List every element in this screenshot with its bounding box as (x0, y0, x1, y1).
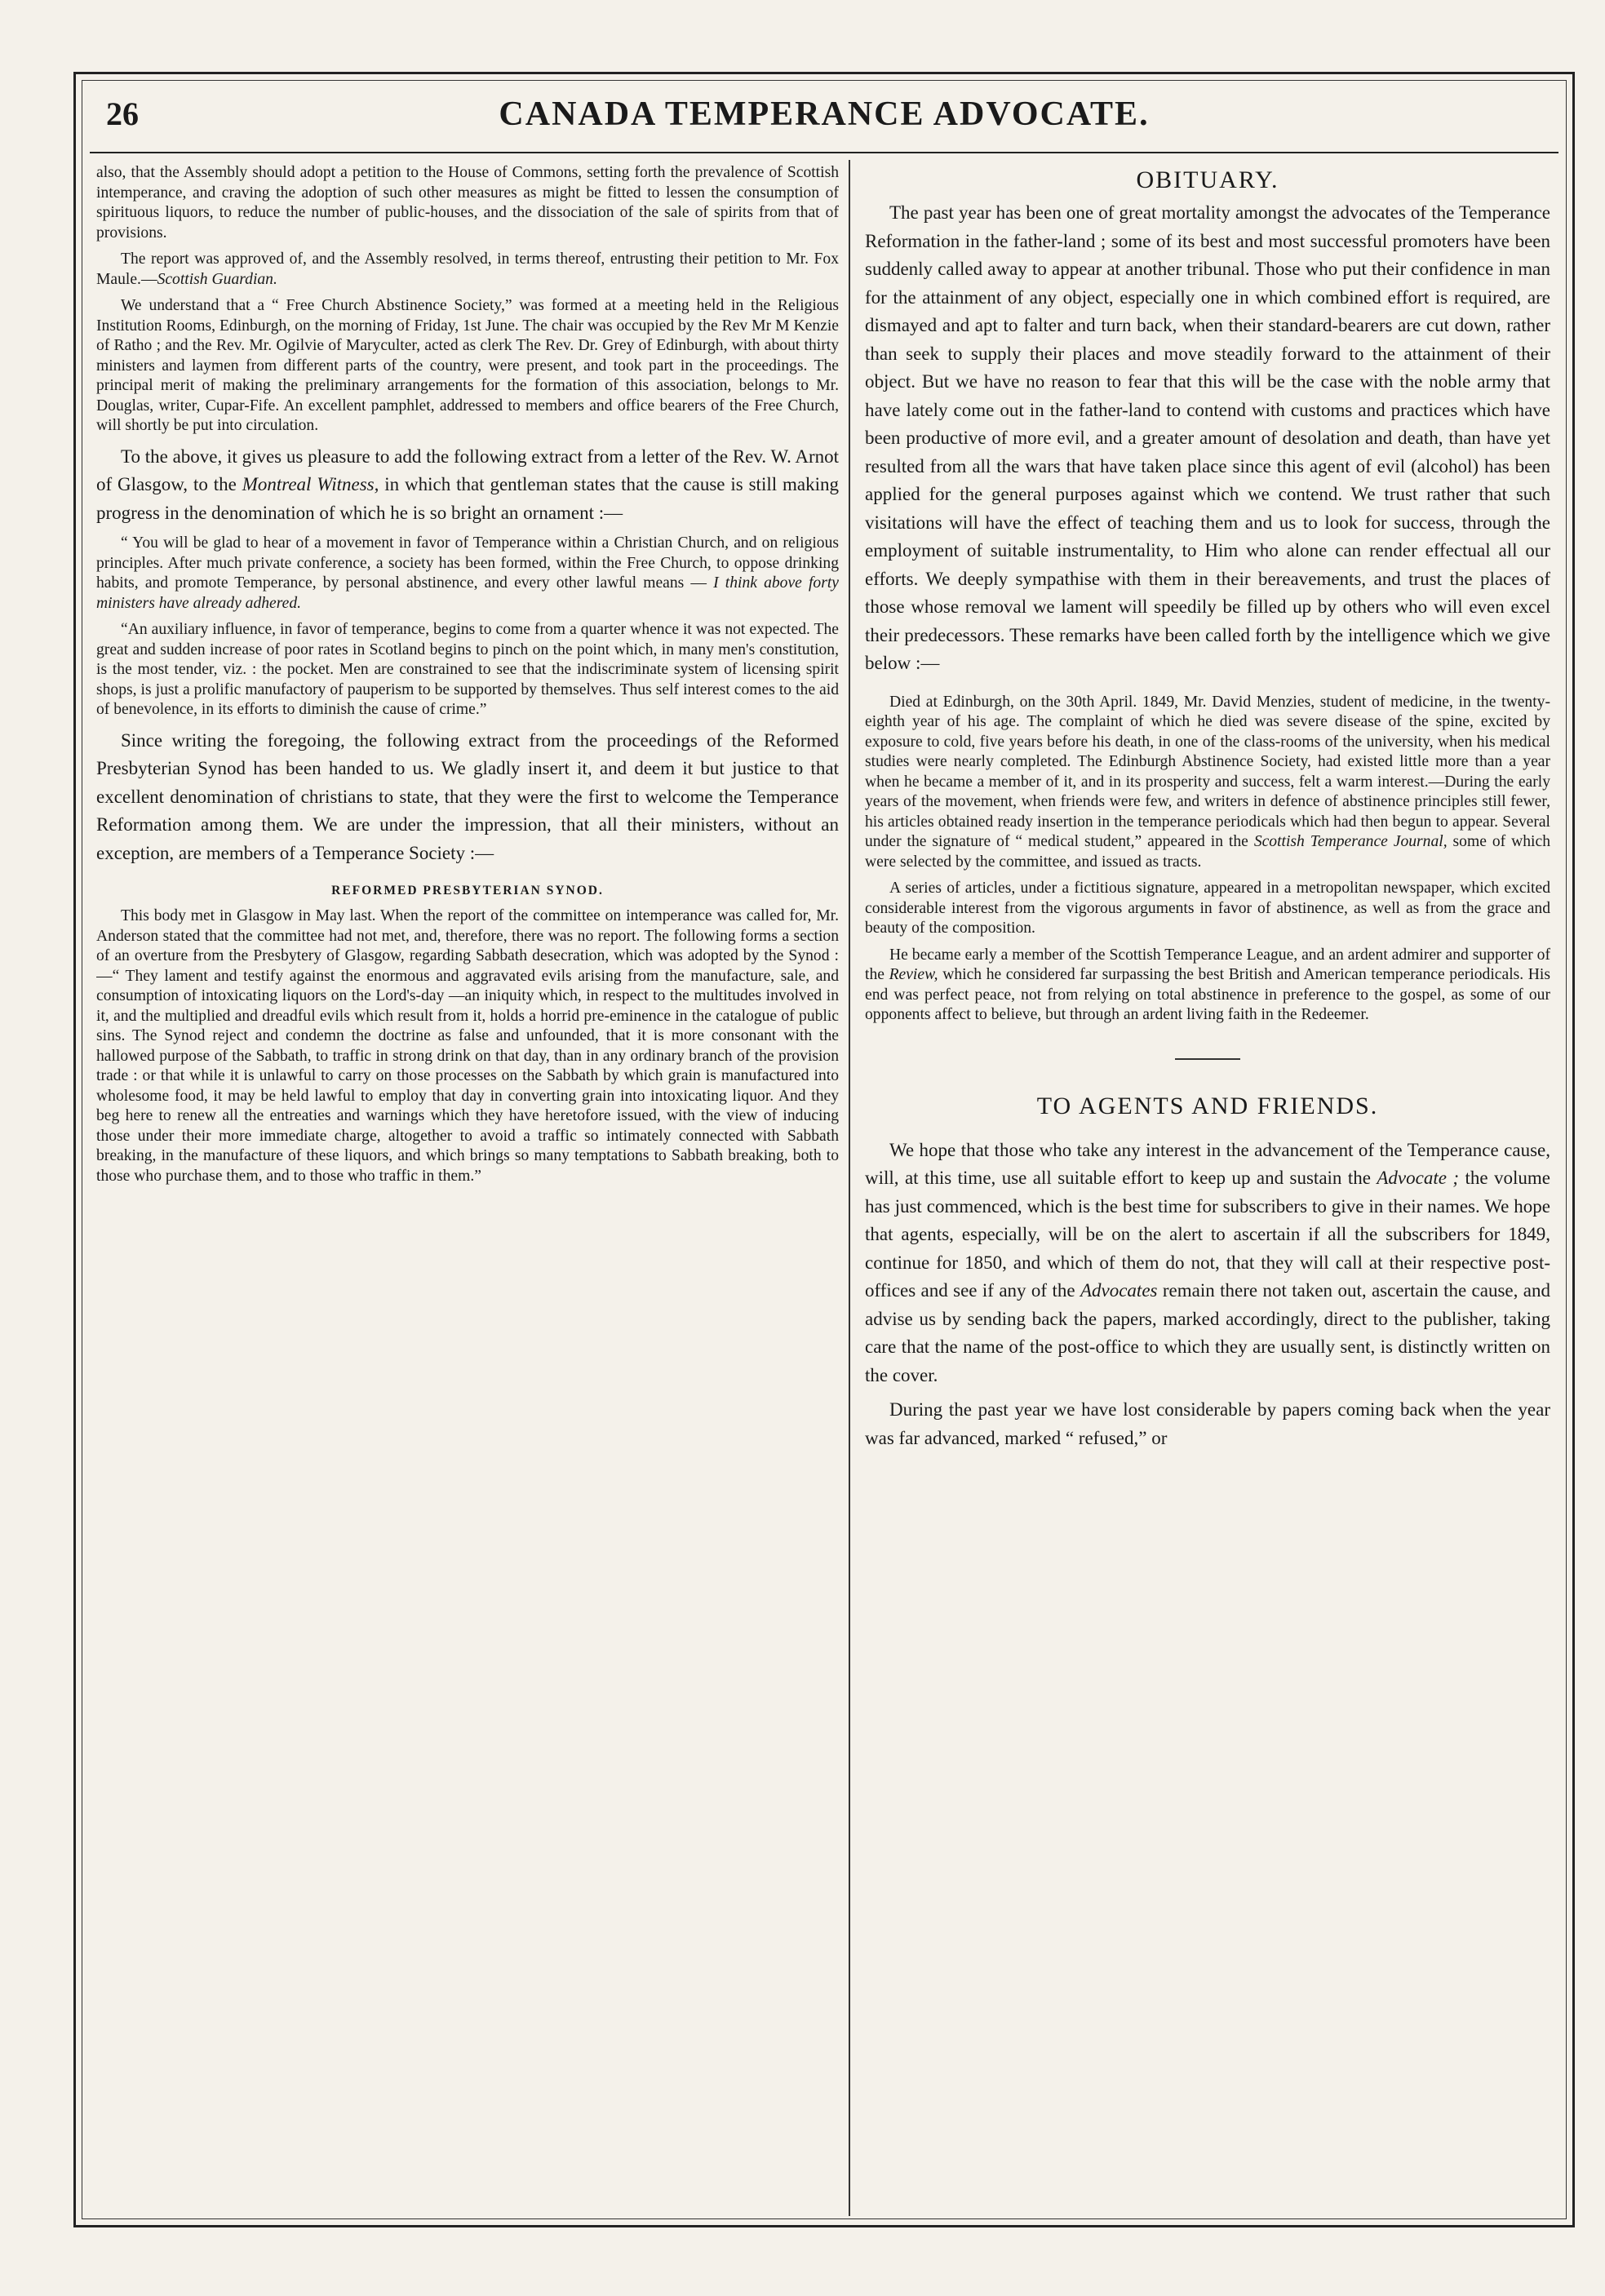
paragraph: also, that the Assembly should adopt a petition to the House of Commons, setting forth the prevalence of Scottish intemperance, and craving the adoption of such other measures as might be fitted to lessen the consumption of spirituous liquors, to reduce the number of public-houses, and the dissociation of the sale of spirits from that of provisions. (96, 164, 839, 242)
paragraph: We understand that a “ Free Church Abstinence Society,” was formed at a meeting held in the Religious Institution Rooms, Edinburgh, on the morning of Friday, 1st June. The chair was occupied by the Rev Mr M Kenzie of Ratho ; and the Rev. Mr. Ogilvie of Maryculter, acted as clerk The Rev. Dr. Grey of Edinburgh, with about thirty ministers and laymen from different parts of the country, were present, and took part in the proceedings. The principal merit of making the preliminary arrangements for the formation of this association, belongs to Mr. Douglas, writer, Cupar-Fife. An excellent pamphlet, addressed to members and office bearers of the Free Church, will shortly be put into circulation. (96, 297, 839, 434)
page-number: 26 (106, 95, 139, 132)
column-divider (849, 160, 850, 2216)
paragraph: The report was approved of, and the Assembly resolved, in terms thereof, entrusting their petition to Mr. Fox Maule.—Scottish Guardian. (96, 250, 839, 288)
paragraph: To the above, it gives us pleasure to add the following extract from a letter of the Rev. W. Arnot of Glasgow, to the Montreal Witness, in which that gentleman states that the cause is still making progress in the denomination of which he is so bright an ornament :— (96, 445, 839, 523)
running-title: CANADA TEMPERANCE ADVOCATE. (499, 95, 1150, 133)
paragraph: Died at Edinburgh, on the 30th April. 1849, Mr. David Menzies, student of medicine, in the twenty-eighth year of his age. The complaint of which he died was severe disease of the spine, excited by exposure to cold, five years before his death, in one of the class-rooms of the university, when his medical studies were nearly completed. The Edinburgh Abstinence Society, had existed little more than a year when he became a member of it, and in its prosperity and success, felt a warm interest.—During the early years of the movement, when friends were few, and writers in defence of abstinence principles still fewer, his articles obtained ready insertion in the temperance periodicals which had then begun to appear. Several under the signature of “ medical student,” appeared in the Scottish Temperance Journal, some of which were selected by the committee, and issued as tracts. (865, 693, 1550, 871)
quotation: “An auxiliary influence, in favor of temperance, begins to come from a quarter whence it was not expected. The great and sudden increase of poor rates in Scotland begins to pinch on the point which, in many men's constitution, is the most tender, viz. : the pocket. Men are constrained to see that the indiscriminate system of licensing spirit shops, is just a prolific manufactory of pauperism to be supported by themselves. Thus self interest comes to the aid of benevolence, in its efforts to diminish the cause of crime.” (96, 621, 839, 718)
quotation: “ You will be glad to hear of a movement in favor of Temperance within a Christian Church, and on religious principles. After much private conference, a society has been formed, within the Free Church, to oppose drinking habits, and promote Temperance, by personal abstinence, and every other lawful means — I think above forty ministers have already adhered. (96, 534, 839, 612)
header-rule (90, 152, 1558, 153)
paragraph: During the past year we have lost considerable by papers coming back when the year was far advanced, marked “ refused,” or (865, 1399, 1550, 1448)
section-separator (1175, 1058, 1240, 1060)
paragraph: This body met in Glasgow in May last. When the report of the committee on intemperance was called for, Mr. Anderson stated that the committee had not met, and, therefore, there was no report. The following forms a section of an overture from the Presbytery of Glasgow, regarding Sabbath desecration, which was adopted by the Synod :—“ They lament and testify against the enormous and aggravated evils arising from the manufacture, sale, and consumption of intoxicating liquors on the Lord's-day —an iniquity which, in respect to the multitudes involved in it, and the multiplied and dreadful evils which result from it, holds a horrid pre-eminence in the catalogue of public sins. The Synod reject and condemn the doctrine as false and unfounded, that it is more consonant with the hallowed purpose of the Sabbath, to traffic in strong drink on that day, than in any ordinary branch of the provision trade : or that while it is unlawful to carry on those processes on the Sabbath by which grain is manufactured into wholesome food, it may be held lawful to employ that day in converting grain into intoxicating liquor. And they beg here to renew all the entreaties and warnings which they have heretofore issued, with the view of inducing those under their more immediate charge, altogether to avoid a traffic so intimately connected with Sabbath breaking, in the manufacture of these liquors, and which brings so many temptations to Sabbath breaking, both to those who purchase them, and to those who traffic in them.” (96, 907, 839, 1185)
agents-heading: TO AGENTS AND FRIENDS. (1036, 1092, 1379, 1119)
paragraph: A series of articles, under a fictitious signature, appeared in a metropolitan newspaper, which excited considerable interest from the vigorous arguments in favor of abstinence, as well as from the grace and beauty of the composition. (865, 880, 1550, 937)
paragraph: Since writing the foregoing, the following extract from the proceedings of the Reformed Presbyterian Synod has been handed to us. We gladly insert it, and deem it but justice to that excellent denomination of christians to state, that they were the first to welcome the Temperance Reformation among them. We are under the impression, that all their ministers, without an exception, are members of a Temperance Society :— (96, 729, 839, 863)
paragraph: He became early a member of the Scottish Temperance League, and an ardent admirer and supporter of the Review, which he considered far surpassing the best British and American temperance periodicals. His end was perfect peace, not from relying on total abstinence in preference to the gospel, as some of our opponents affect to believe, but through an ardent living faith in the Redeemer. (865, 946, 1550, 1023)
section-heading: REFORMED PRESBYTERIAN SYNOD. (331, 884, 604, 898)
paragraph: The past year has been one of great mortality amongst the advocates of the Temperance Reformation in the father-land ; some of its best and most successful promoters have been suddenly called away to appear at another tribunal. Those who put their confidence in man for the attainment of any object, especially one in which combined effort is required, are dismayed and apt to falter and turn back, when their standard-bearers are cut down, rather than seek to supply their places and move steadily forward to the attainment of their object. But we have no reason to fear that this will be the case with the noble army that have lately come out in the father-land to contend with customs and practices which have been productive of more evil, and a greater amount of desolation and death, than have yet resulted from all the wars that have taken place since this agent of evil (alcohol) has been applied for the general purposes against which we contend. We trust rather that such visitations will have the effect of teaching them and us to look for success, through the employment of suitable instrumentality, to Him who alone can render effectual all our efforts. We deeply sympathise with them in their bereavements, and trust the places of those whose removal we lament will speedily be filled up by others who will even excel their predecessors. These remarks have been called forth by the intelligence which we give below :— (865, 202, 1550, 673)
obituary-heading: OBITUARY. (1136, 166, 1279, 193)
page-header (90, 90, 1558, 147)
paragraph: We hope that those who take any interest in the advancement of the Temperance cause, will, at this time, use all suitable effort to keep up and sustain the Advocate ; the volume has just commenced, which is the best time for subscribers to give in their names. We hope that agents, especially, will be on the alert to ascertain if all the subscribers for 1849, continue for 1850, and which of them do not, that they will call at their respective post-offices and see if any of the Advocates remain there not taken out, ascertain the cause, and advise us by sending back the papers, marked accordingly, direct to the publisher, taking care that the name of the post-office to which they are usually sent, is distinctly written on the cover. (865, 1139, 1550, 1385)
right-column (865, 163, 1550, 2203)
left-column (96, 163, 839, 2203)
